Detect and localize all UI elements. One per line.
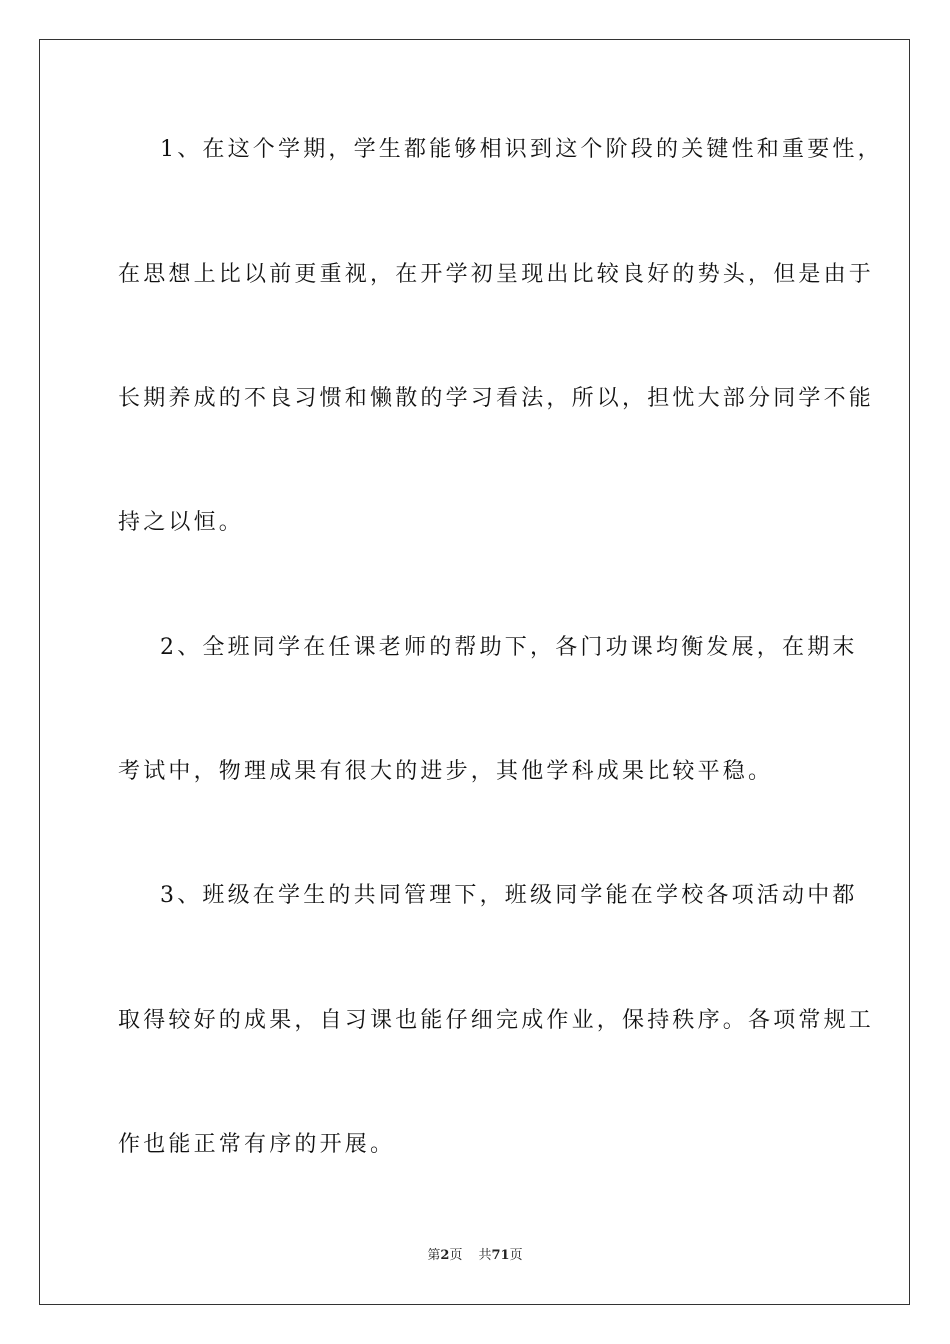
page-footer	[0, 1248, 950, 1264]
paragraph-1-line-3: 长期养成的不良习惯和懒散的学习看法，所以，担忧大部分同学不能	[118, 386, 875, 411]
page-suffix: 页	[449, 1248, 463, 1263]
page-prefix: 第	[427, 1248, 441, 1263]
page-current: 2	[440, 1248, 450, 1263]
paragraph-2-line-1: 2、全班同学在任课老师的帮助下，各门功课均衡发展，在期末	[160, 635, 858, 660]
total-prefix: 共	[478, 1248, 492, 1263]
paragraph-1-line-2: 在思想上比以前更重视，在开学初呈现出比较良好的势头，但是由于	[118, 262, 875, 287]
paragraph-3-line-1: 3、班级在学生的共同管理下，班级同学能在学校各项活动中都	[160, 883, 858, 908]
total-suffix: 页	[509, 1248, 523, 1263]
paragraph-3-line-2: 取得较好的成果，自习课也能仔细完成作业，保持秩序。各项常规工	[118, 1008, 875, 1033]
paragraph-1-line-1: 1、在这个学期，学生都能够相识到这个阶段的关键性和重要性，	[160, 137, 883, 162]
paragraph-2-line-2: 考试中，物理成果有很大的进步，其他学科成果比较平稳。	[118, 759, 774, 784]
page-total: 71	[491, 1248, 510, 1263]
paragraph-3-line-3: 作也能正常有序的开展。	[118, 1132, 396, 1157]
page-border	[39, 39, 910, 1305]
paragraph-1-line-4: 持之以恒。	[118, 510, 245, 535]
